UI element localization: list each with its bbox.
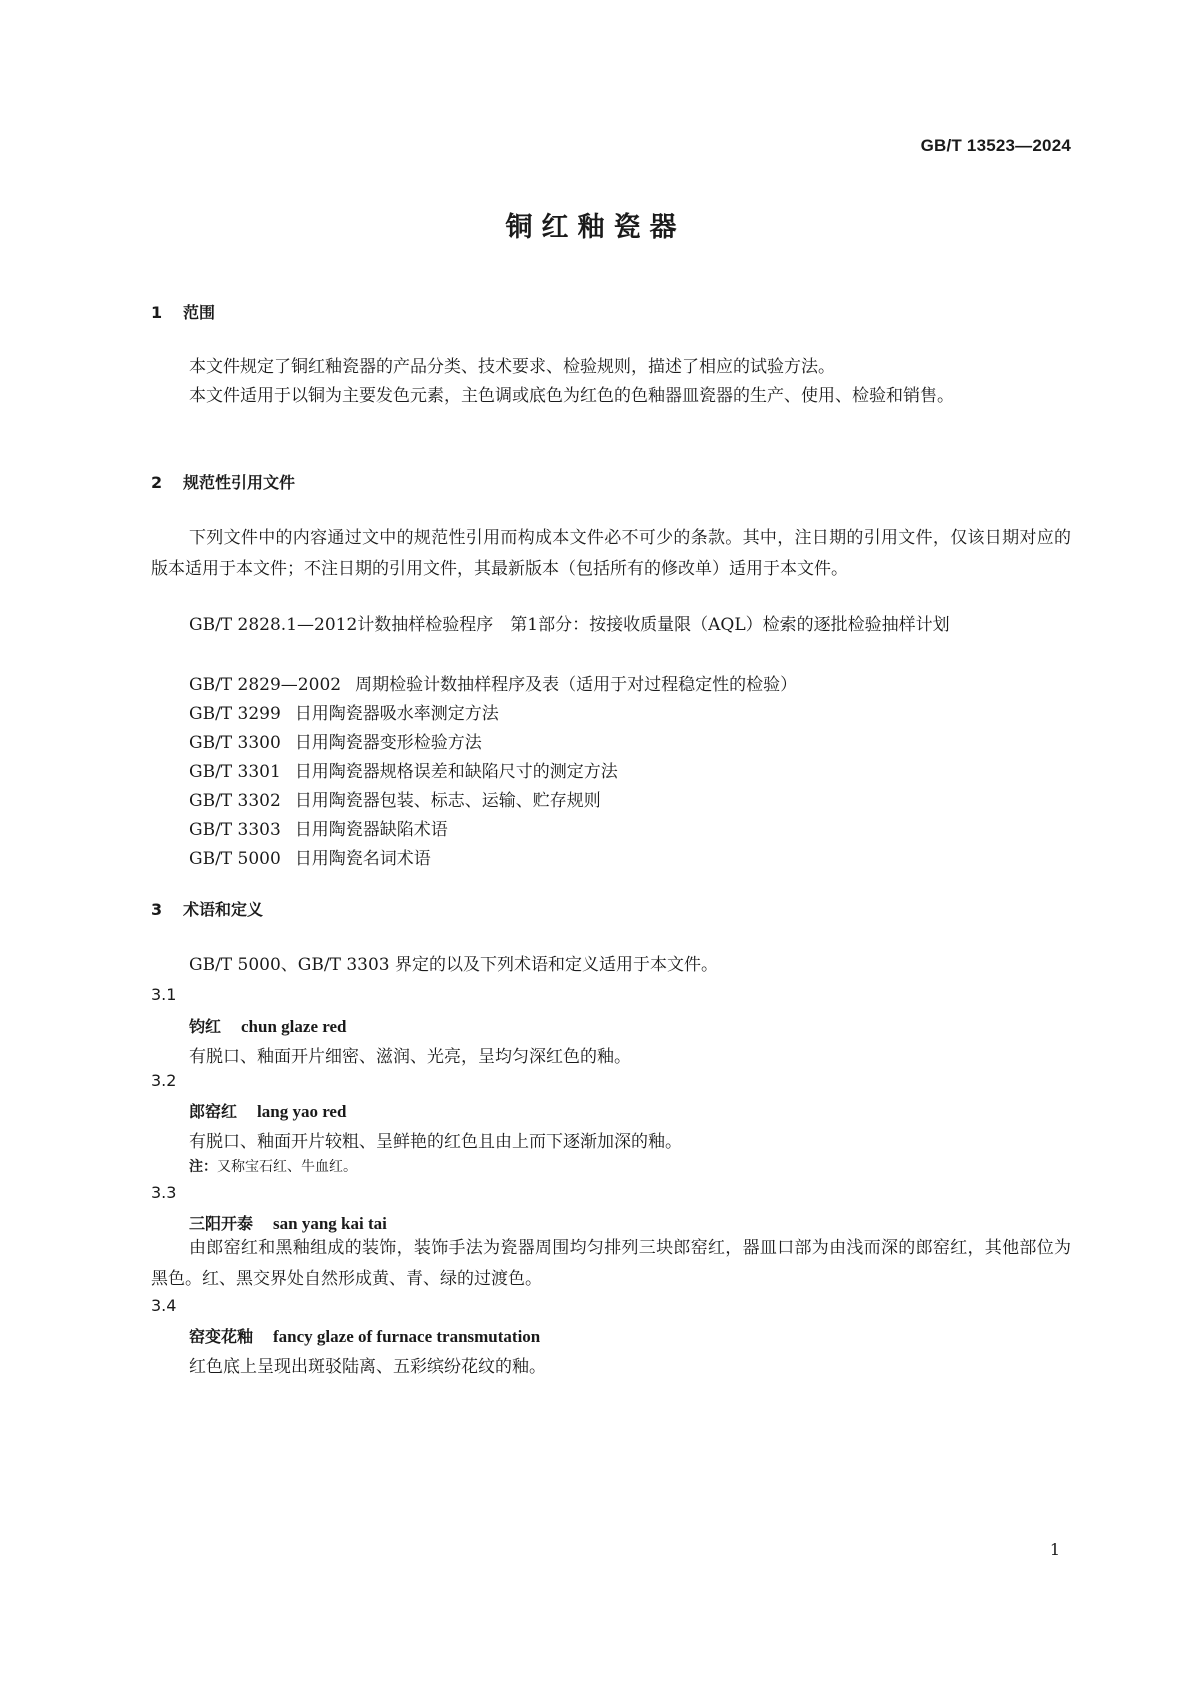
term-english: chun glaze red bbox=[241, 1017, 347, 1036]
term-english: san yang kai tai bbox=[273, 1214, 387, 1233]
clause-number: 3.2 bbox=[151, 1071, 177, 1090]
term-definition: 红色底上呈现出斑驳陆离、五彩缤纷花纹的釉。 bbox=[189, 1357, 546, 1377]
reference-item bbox=[151, 610, 1071, 641]
reference-item bbox=[189, 844, 431, 869]
reference-item bbox=[189, 699, 499, 724]
clause-number: 3.3 bbox=[151, 1183, 177, 1202]
scope-paragraph-2: 本文件适用于以铜为主要发色元素，主色调或底色为红色的色釉器皿瓷器的生产、使用、检验和销售。 bbox=[189, 386, 954, 406]
term-chinese: 钧红 bbox=[189, 1017, 222, 1036]
reference-item bbox=[189, 815, 448, 840]
term-english: lang yao red bbox=[257, 1102, 347, 1121]
reference-title: 日用陶瓷器变形检验方法 bbox=[294, 733, 482, 753]
term-note bbox=[189, 1156, 357, 1176]
section-title: 范围 bbox=[183, 303, 216, 322]
reference-item bbox=[189, 670, 797, 695]
document-title: 铜红釉瓷器 bbox=[505, 212, 686, 243]
page-number: 1 bbox=[1049, 1540, 1060, 1559]
term-chinese: 三阳开泰 bbox=[189, 1214, 254, 1233]
standard-number: GB/T 13523—2024 bbox=[920, 136, 1071, 155]
reference-title: 日用陶瓷器规格误差和缺陷尺寸的测定方法 bbox=[294, 762, 618, 782]
section-number: 1 bbox=[151, 303, 163, 322]
section-number: 2 bbox=[151, 473, 163, 492]
reference-code: GB/T 3301 bbox=[189, 762, 281, 782]
section-1-heading bbox=[151, 300, 215, 323]
section-title: 规范性引用文件 bbox=[183, 473, 296, 492]
section-title: 术语和定义 bbox=[183, 900, 264, 919]
term-definition: 有脱口、釉面开片较粗、呈鲜艳的红色且由上而下逐渐加深的釉。 bbox=[189, 1132, 682, 1152]
reference-code: GB/T 5000 bbox=[189, 849, 281, 869]
reference-title: 日用陶瓷器缺陷术语 bbox=[294, 820, 448, 840]
term-entry bbox=[189, 1014, 346, 1037]
reference-code: GB/T 2829—2002 bbox=[189, 675, 342, 695]
note-text: 又称宝石红、牛血红。 bbox=[217, 1159, 357, 1175]
clause-number: 3.4 bbox=[151, 1296, 177, 1315]
reference-code: GB/T 3303 bbox=[189, 820, 281, 840]
note-label: 注： bbox=[189, 1159, 217, 1175]
reference-title: 日用陶瓷器包装、标志、运输、贮存规则 bbox=[294, 791, 601, 811]
term-chinese: 郎窑红 bbox=[189, 1102, 238, 1121]
term-definition: 有脱口、釉面开片细密、滋润、光亮，呈均匀深红色的釉。 bbox=[189, 1047, 631, 1067]
term-english: fancy glaze of furnace transmutation bbox=[273, 1327, 541, 1346]
reference-item bbox=[189, 757, 618, 782]
section-2-heading bbox=[151, 470, 295, 493]
reference-title: 日用陶瓷名词术语 bbox=[294, 849, 431, 869]
reference-code: GB/T 3302 bbox=[189, 791, 281, 811]
term-definition: 由郎窑红和黑釉组成的装饰，装饰手法为瓷器周围均匀排列三块郎窑红，器皿口部为由浅而深的郎窑红，其他部位为黑色。红、黑交界处自然形成黄、青、绿的过渡色。 bbox=[151, 1238, 1071, 1289]
term-entry bbox=[189, 1211, 387, 1234]
reference-item bbox=[189, 786, 601, 811]
clause-number: 3.1 bbox=[151, 985, 177, 1004]
reference-title: 日用陶瓷器吸水率测定方法 bbox=[294, 704, 499, 724]
reference-code: GB/T 3299 bbox=[189, 704, 281, 724]
term-entry bbox=[189, 1099, 346, 1122]
normative-references-intro: 下列文件中的内容通过文中的规范性引用而构成本文件必不可少的条款。其中，注日期的引用文件，仅该日期对应的版本适用于本文件；不注日期的引用文件，其最新版本（包括所有的修改单）适用于本文件。 bbox=[151, 528, 1071, 579]
term-chinese: 窑变花釉 bbox=[189, 1327, 254, 1346]
scope-paragraph-1: 本文件规定了铜红釉瓷器的产品分类、技术要求、检验规则，描述了相应的试验方法。 bbox=[189, 357, 835, 377]
terms-intro: GB/T 5000、GB/T 3303 界定的以及下列术语和定义适用于本文件。 bbox=[189, 955, 719, 975]
reference-code: GB/T 2828.1—2012 bbox=[189, 615, 358, 635]
section-number: 3 bbox=[151, 900, 163, 919]
section-3-heading bbox=[151, 897, 263, 920]
term-entry bbox=[189, 1324, 540, 1347]
reference-code: GB/T 3300 bbox=[189, 733, 281, 753]
reference-title: 周期检验计数抽样程序及表（适用于对过程稳定性的检验） bbox=[355, 675, 798, 695]
reference-item bbox=[189, 728, 482, 753]
reference-title: 计数抽样检验程序 第1部分：按接收质量限（AQL）检索的逐批检验抽样计划 bbox=[357, 615, 950, 635]
